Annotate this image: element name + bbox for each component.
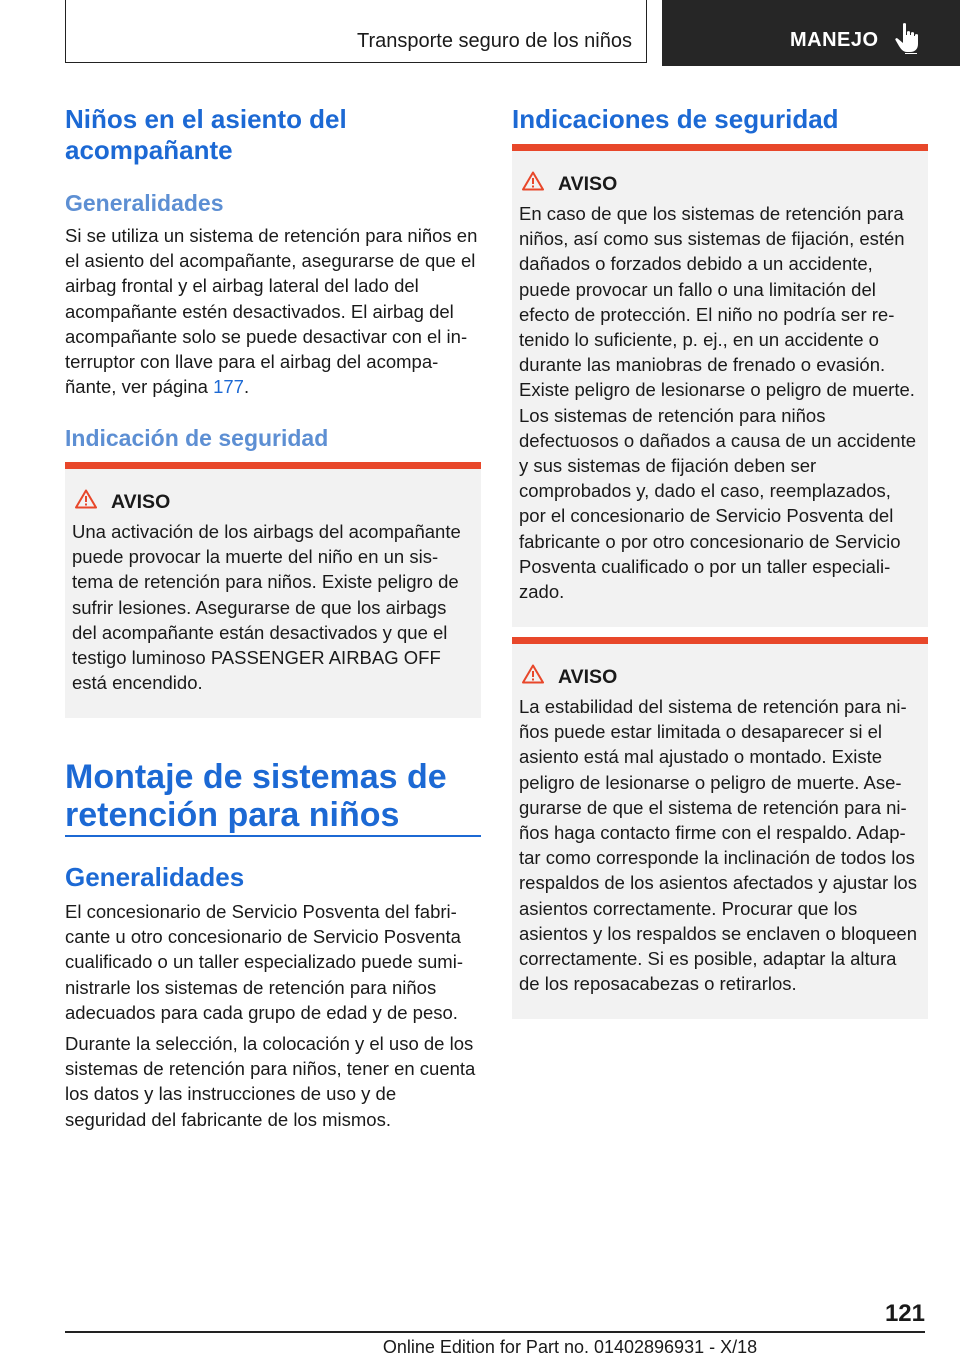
page-header <box>0 0 960 66</box>
heading-underline <box>65 835 481 837</box>
warning-box-damaged-systems <box>512 144 928 627</box>
subheading-indicacion-seguridad: Indicación de seguridad <box>65 425 329 451</box>
pointing-hand-icon <box>894 22 922 54</box>
warning-triangle-icon <box>522 171 544 191</box>
chapter-heading-montaje: Montaje de sistemas de retención para niños <box>65 758 447 834</box>
heading-ninos-asiento: Niños en el asiento del acompañante <box>65 104 347 165</box>
warning-triangle-icon <box>75 489 97 509</box>
warning-text: Una activación de los airbags del acompañante puede provocar la muerte del niño en un sistema de retención para niños. Existe peligro de sufrir lesiones. Asegurarse de que los airbags del acompañante están desactivados y que el testigo luminoso PASSENGER AIRBAG OFF está encendido. <box>72 521 461 694</box>
footer-rule <box>65 1331 925 1333</box>
warning-title: AVISO <box>558 173 618 195</box>
warning-triangle-icon <box>522 664 544 684</box>
chapter-label: MANEJO <box>790 29 879 51</box>
page-number: 121 <box>884 1300 925 1327</box>
warning-title: AVISO <box>558 666 618 688</box>
heading-indicaciones-seguridad: Indicaciones de seguridad <box>512 104 839 134</box>
page-reference-link[interactable]: 177 <box>213 376 244 398</box>
subheading-generalidades-1: Generalidades <box>65 190 224 216</box>
warning-box-airbag <box>65 462 481 718</box>
section-tab <box>65 0 647 63</box>
footer-edition: Online Edition for Part no. 01402896931 - X/18 <box>382 1337 758 1357</box>
warning-box-stability <box>512 637 928 1019</box>
warning-title: AVISO <box>111 491 171 513</box>
paragraph-concesionario: El concesionario de Servicio Posventa del fabricante u otro concesionario de Servicio Posventa cualificado o un taller especializado puede suministrarle los sistemas de retención para niños adecuados para cada grupo de edad y de peso. <box>65 901 463 1023</box>
paragraph-airbag-text: Si se utiliza un sistema de retención para niños en el asiento del acompañante, asegurarse de que el airbag frontal y el airbag lateral del lado del acompañante estén desactivados. El airbag del acompañante solo se puede desactivar con el interruptor con llave para el airbag del acompañante, ver página <box>65 225 478 398</box>
subheading-generalidades-2: Generalidades <box>65 862 245 892</box>
paragraph-airbag-info <box>65 223 481 399</box>
section-title: Transporte seguro de los niños <box>357 30 632 52</box>
paragraph-airbag-end: . <box>243 376 250 398</box>
paragraph-seleccion: Durante la selección, la colocación y el uso de los sistemas de retención para niños, tener en cuenta los datos y las instrucciones de uso y de seguridad del fabricante de los mismos. <box>65 1033 476 1130</box>
chapter-tab <box>662 0 960 66</box>
warning-text: En caso de que los sistemas de retención para niños, así como sus sistemas de fijación, estén dañados o forzados debido a un accidente, puede provocar un fallo o una limitación del efecto de protección. El niño no podría ser retenido lo suficiente, p. ej., en un accidente o durante las maniobras de frenado o evasión. Existe peligro de lesionarse o peligro de muerte. Los sistemas de retención para niños defectuosos o dañados a causa de un accidente y sus sistemas de fijación deben ser comprobados y, dado el caso, reemplazados, por el concesionario de Servicio Posventa del fabricante o por otro concesionario de Servicio Posventa cualificado o por un taller especializado. <box>519 203 917 603</box>
warning-text: La estabilidad del sistema de retención para niños puede estar limitada o desaparecer si el asiento está mal ajustado o montado. Existe peligro de lesionarse o peligro de muerte. Asegurarse de que el sistema de retención para niños haga contacto firme con el respaldo. Adaptar como corresponde la inclinación de todos los respaldos de los asientos afectados y ajustar los asientos correctamente. Procurar que los asientos y los respaldos se enclaven o bloqueen correctamente. Si es posible, adaptar la altura de los reposacabezas o retirarlos. <box>519 696 918 995</box>
